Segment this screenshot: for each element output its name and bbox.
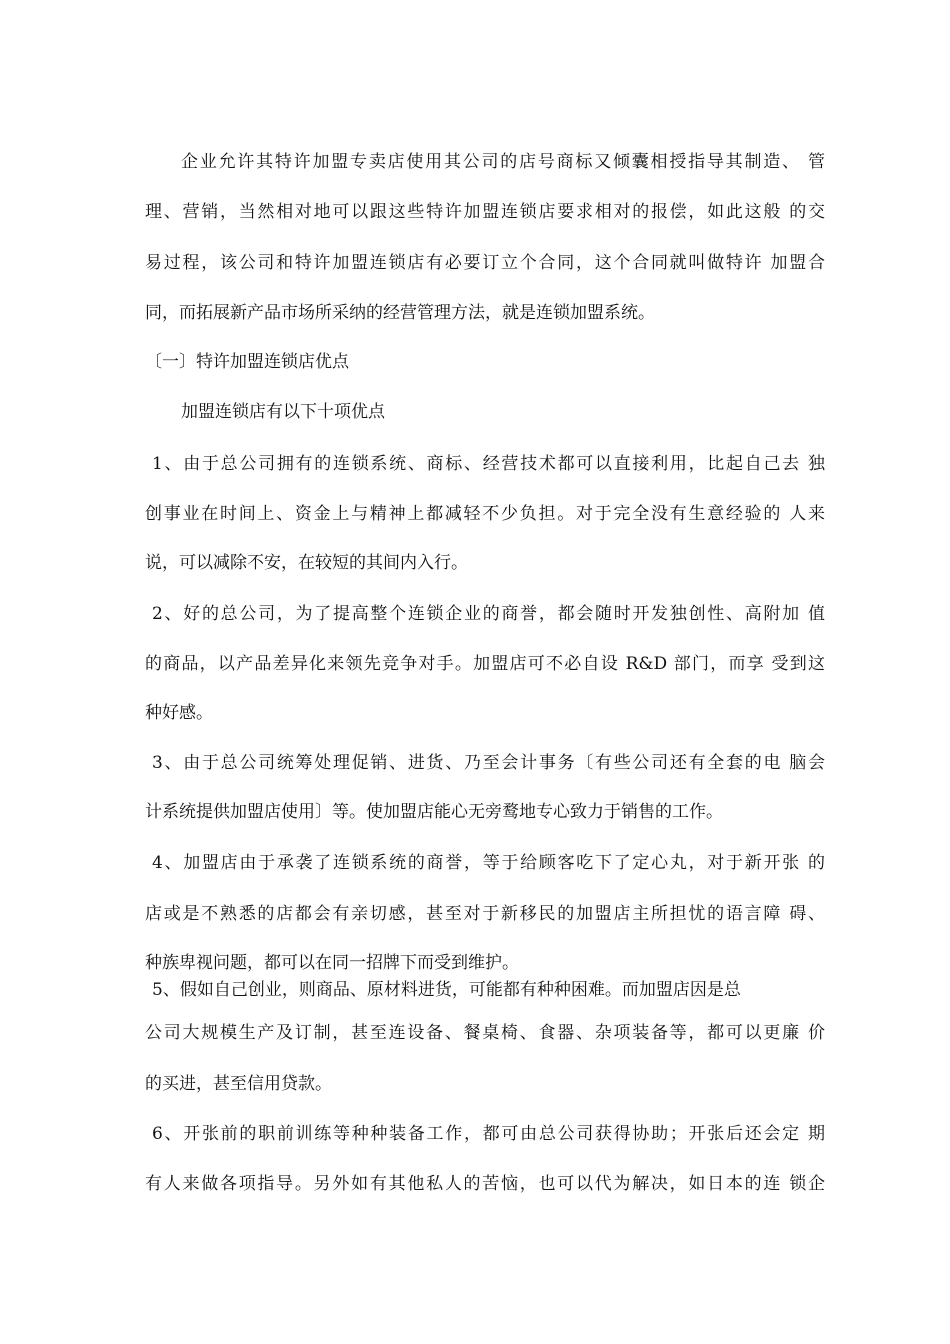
list-item-line: 1、由于总公司拥有的连锁系统、商标、经营技术都可以直接利用，比起自己去 独 <box>152 454 825 474</box>
list-item-line: 4、加盟店由于承袭了连锁系统的商誉，等于给顾客吃下了定心丸，对于新开张 的 <box>152 853 825 873</box>
list-item-line: 有人来做各项指导。另外如有其他私人的苦恼，也可以代为解决，如日本的连 锁企 <box>145 1174 825 1194</box>
list-item-line: 3、由于总公司统筹处理促销、进货、乃至会计事务〔有些公司还有全套的电 脑会 <box>152 753 825 773</box>
intro-line: 加盟连锁店有以下十项优点 <box>181 402 385 422</box>
paragraph-line: 企业允许其特许加盟专卖店使用其公司的店号商标又倾囊相授指导其制造、 管 <box>181 152 825 172</box>
paragraph-line: 同，而拓展新产品市场所采纳的经营管理方法，就是连锁加盟系统。 <box>145 303 655 323</box>
list-item-line: 公司大规模生产及订制，甚至连设备、餐桌椅、食器、杂项装备等，都可以更廉 价 <box>145 1023 825 1043</box>
list-item-line: 种好感。 <box>145 703 213 723</box>
list-item-line: 种族卑视问题，都可以在同一招牌下而受到维护。 <box>145 953 519 973</box>
list-item-line: 5、假如自己创业，则商品、原材料进货，可能都有种种困难。而加盟店因是总 <box>152 980 741 1000</box>
list-item-line: 店或是不熟悉的店都会有亲切感，甚至对于新移民的加盟店主所担忧的语言障 碍、 <box>145 904 825 924</box>
list-item-line: 2、好的总公司，为了提高整个连锁企业的商誉，都会随时开发独创性、高附加 值 <box>152 604 825 624</box>
list-item-line: 计系统提供加盟店使用〕等。使加盟店能心无旁鹜地专心致力于销售的工作。 <box>145 802 723 822</box>
list-item-line: 创事业在时间上、资金上与精神上都减轻不少负担。对于完全没有生意经验的 人来 <box>145 504 825 524</box>
paragraph-line: 理、营销，当然相对地可以跟这些特许加盟连锁店要求相对的报偿，如此这般 的交 <box>145 202 825 222</box>
list-item-line: 6、开张前的职前训练等种种装备工作，都可由总公司获得协助；开张后还会定 期 <box>152 1124 825 1144</box>
section-heading: 〔一〕特许加盟连锁店优点 <box>145 352 349 372</box>
list-item-line: 的买进，甚至信用贷款。 <box>145 1074 332 1094</box>
list-item-line: 说，可以减除不安，在较短的其间内入行。 <box>145 553 468 573</box>
list-item-line: 的商品，以产品差异化来领先竞争对手。加盟店可不必自设 R&D 部门，而享 受到这 <box>145 654 825 674</box>
paragraph-line: 易过程，该公司和特许加盟连锁店有必要订立个合同，这个合同就叫做特许 加盟合 <box>145 253 825 273</box>
